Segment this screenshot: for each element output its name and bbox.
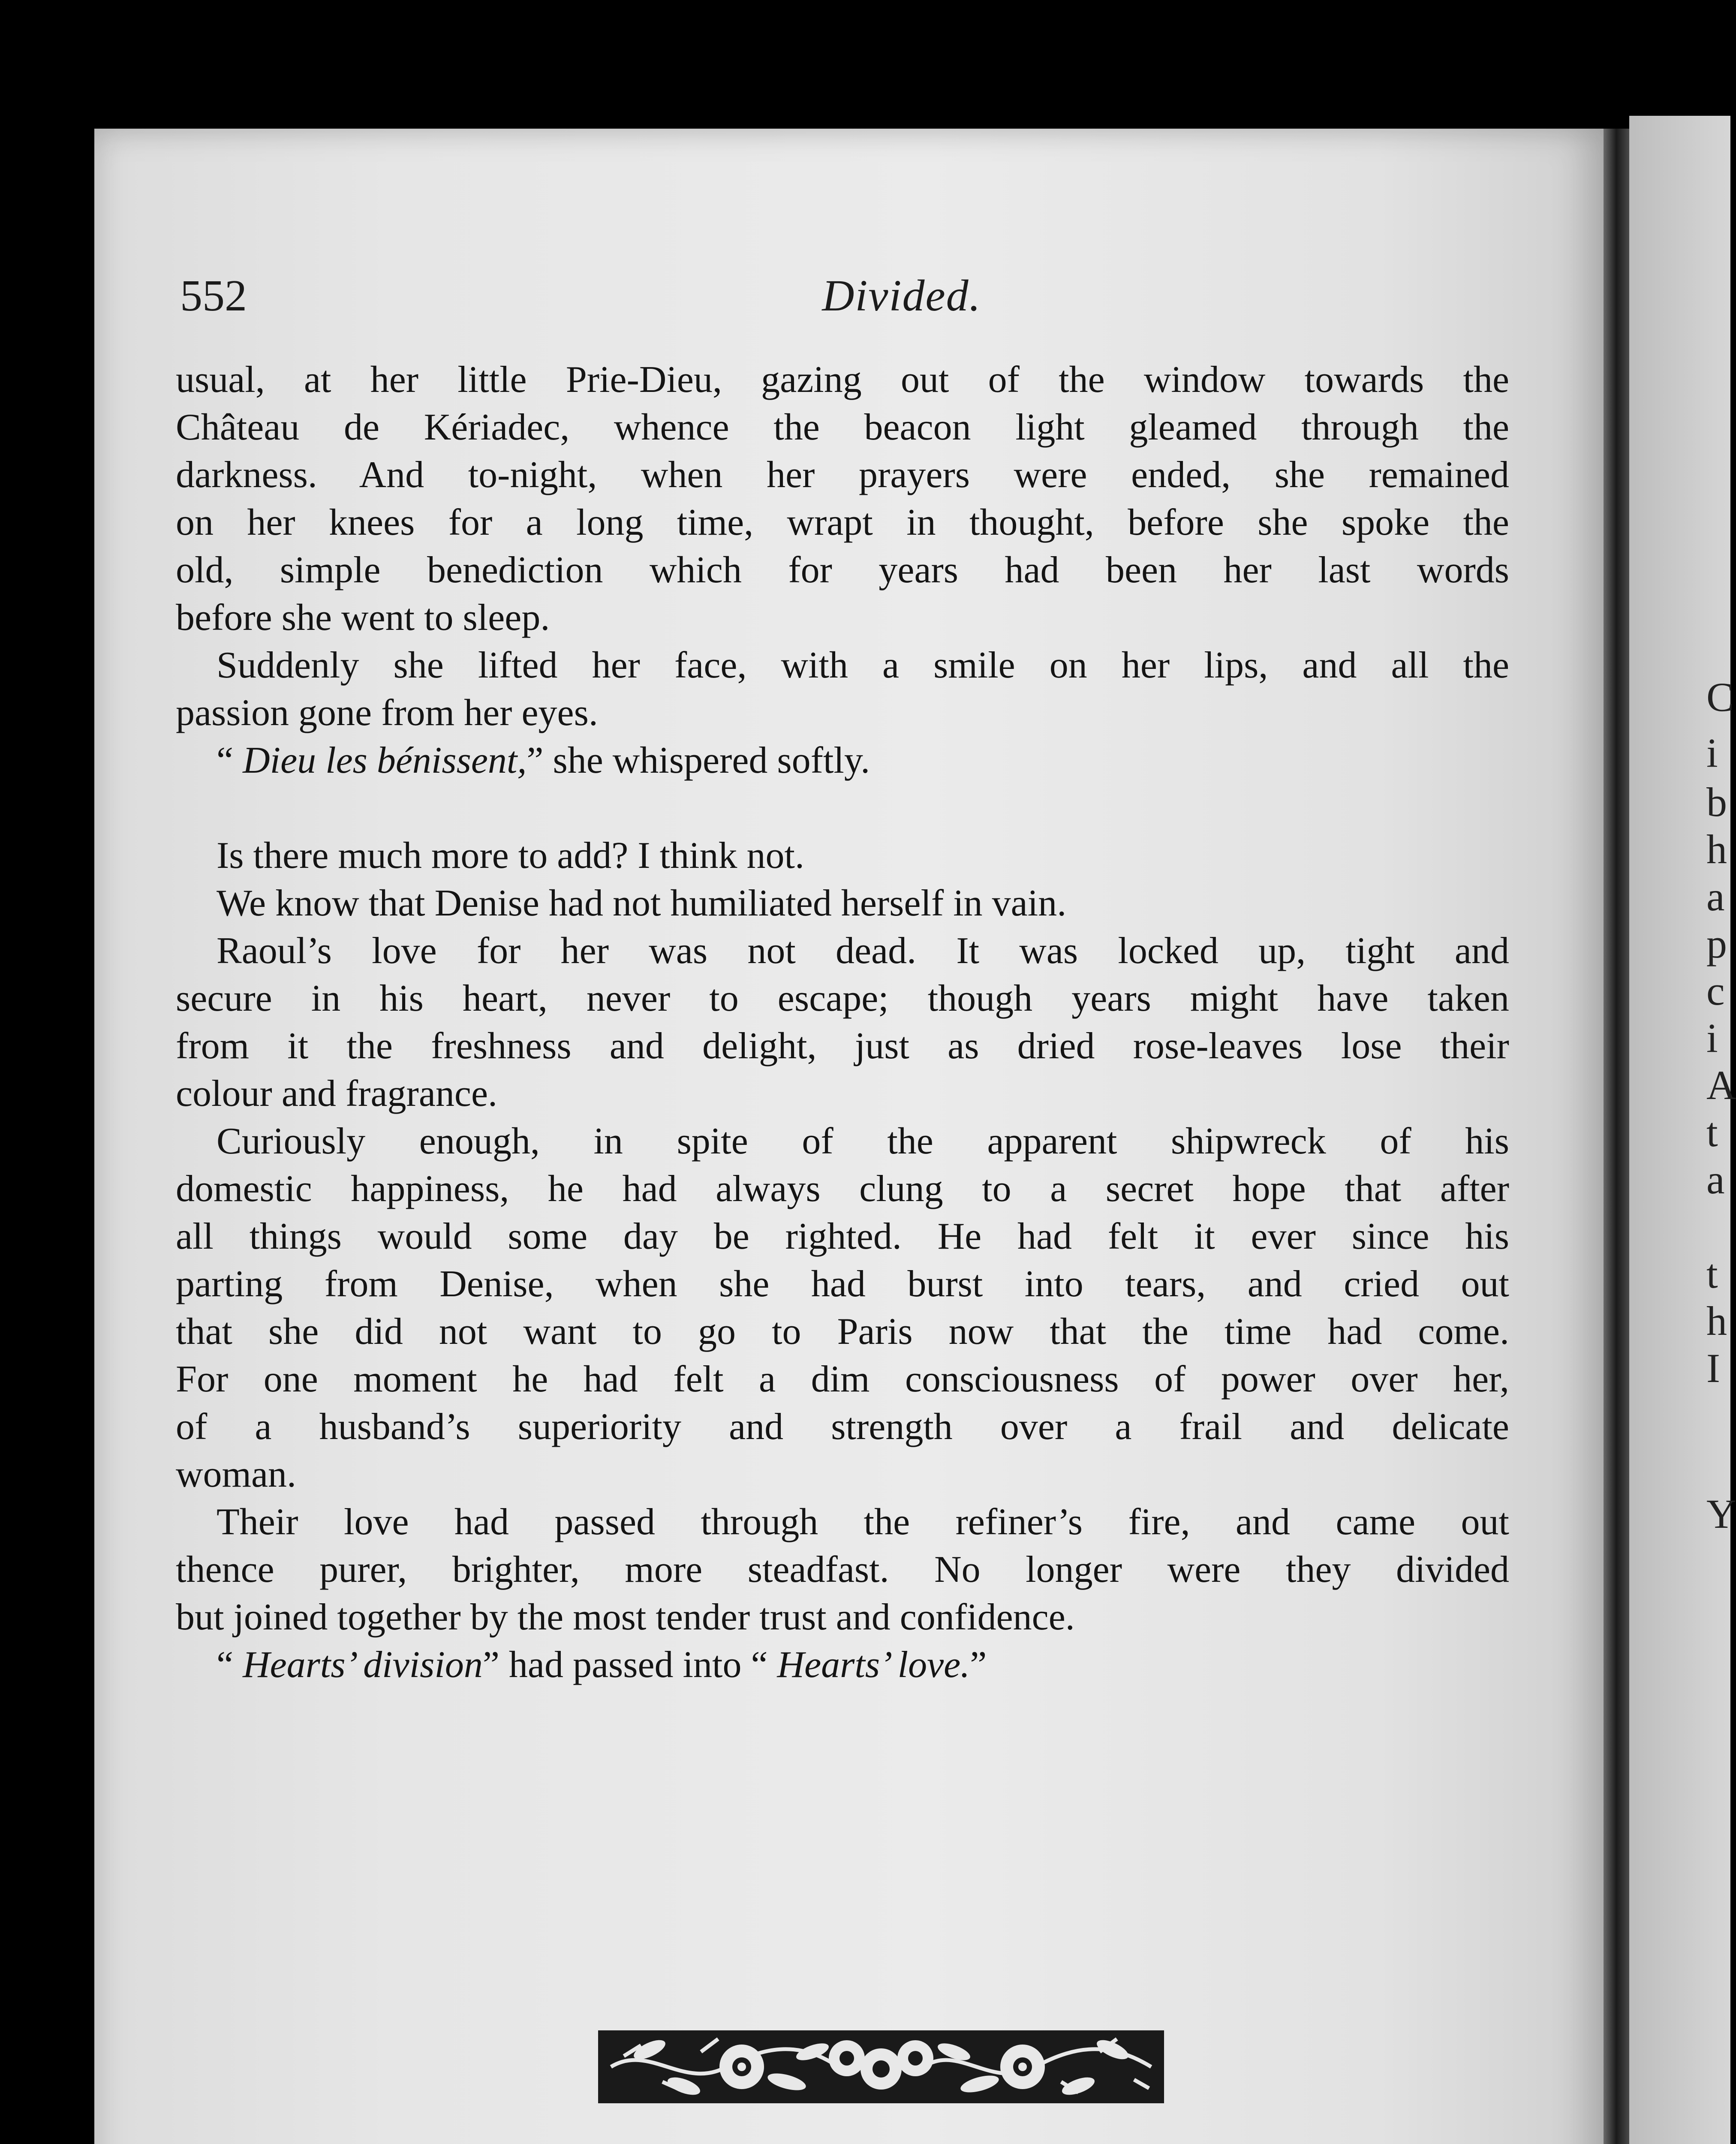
text-line: usual, at her little Prie-Dieu, gazing out of the window towards the bbox=[176, 359, 1509, 400]
show-through-text bbox=[300, 1694, 1458, 1741]
text-line: woman. bbox=[176, 1454, 297, 1495]
text-line: Their love had passed through the refiner’s fire, and came out bbox=[217, 1501, 1509, 1543]
text-line: secure in his heart, never to escape; though years might have taken bbox=[176, 978, 1509, 1019]
quote-mark: “ bbox=[217, 1644, 234, 1686]
next-page-glyph: i bbox=[1706, 730, 1718, 776]
next-page-glyph: t bbox=[1706, 1251, 1718, 1297]
quote-mark: “ bbox=[217, 740, 234, 781]
quote-paragraph bbox=[176, 1641, 1509, 1689]
text-line bbox=[176, 737, 1509, 784]
paragraph bbox=[176, 356, 1509, 641]
next-page-glyph: a bbox=[1706, 873, 1725, 919]
text-line: darkness. And to-night, when her prayers were ended, she remained bbox=[176, 454, 1509, 496]
italic-quote: Dieu les bénissent, bbox=[243, 740, 527, 781]
next-page-glyph: h bbox=[1706, 1298, 1727, 1344]
paragraph bbox=[176, 927, 1509, 1117]
quote-connector: ” had passed into “ bbox=[482, 1644, 768, 1686]
next-page-glyph: c bbox=[1706, 968, 1725, 1014]
text-line: Curiously enough, in spite of the apparent shipwreck of his bbox=[217, 1120, 1509, 1162]
body-text bbox=[176, 356, 1509, 1689]
paragraph bbox=[176, 832, 1509, 879]
text-line: that she did not want to go to Paris now that the time had come. bbox=[176, 1311, 1509, 1352]
running-title: Divided. bbox=[822, 271, 981, 320]
text-line: but joined together by the most tender trust and confidence. bbox=[176, 1596, 1075, 1638]
italic-quote: Hearts’ division bbox=[243, 1644, 483, 1686]
text-line: domestic happiness, he had always clung to a secret hope that after bbox=[176, 1168, 1509, 1210]
italic-quote: Hearts’ love. bbox=[777, 1644, 970, 1686]
text-line: from it the freshness and delight, just as dried rose-leaves lose their bbox=[176, 1025, 1509, 1067]
text-line: Raoul’s love for her was not dead. It was locked up, tight and bbox=[217, 930, 1509, 972]
quote-rest: ” she whispered softly. bbox=[527, 740, 870, 781]
next-page-edge bbox=[1629, 116, 1736, 2144]
text-line: of a husband’s superiority and strength over a frail and delicate bbox=[176, 1406, 1509, 1448]
text-line: passion gone from her eyes. bbox=[176, 692, 598, 734]
page-number: 552 bbox=[180, 271, 247, 320]
book-gutter bbox=[1604, 129, 1629, 2144]
paragraph bbox=[176, 641, 1509, 737]
text-line bbox=[176, 1641, 1509, 1689]
next-page-glyph: t bbox=[1706, 1109, 1718, 1155]
paragraph bbox=[176, 1498, 1509, 1641]
text-line: on her knees for a long time, wrapt in thought, before she spoke the bbox=[176, 502, 1509, 543]
next-page-glyph: C bbox=[1706, 674, 1734, 720]
next-page-glyph: h bbox=[1706, 826, 1727, 872]
quote-mark: ” bbox=[970, 1644, 987, 1686]
next-page-glyph: Y bbox=[1706, 1491, 1736, 1537]
next-page-glyph: a bbox=[1706, 1156, 1725, 1202]
next-page-glyph: A bbox=[1706, 1062, 1736, 1108]
text-line: colour and fragrance. bbox=[176, 1073, 498, 1114]
next-page-glyph: b bbox=[1706, 779, 1727, 825]
text-line: Suddenly she lifted her face, with a smile on her lips, and all the bbox=[217, 644, 1509, 686]
floral-ornament bbox=[598, 2026, 1164, 2108]
next-page-glyph: p bbox=[1706, 921, 1727, 967]
text-line: Château de Kériadec, whence the beacon light gleamed through the bbox=[176, 407, 1509, 448]
text-line: We know that Denise had not humiliated herself in vain. bbox=[217, 882, 1067, 924]
text-line: thence purer, brighter, more steadfast. No longer were they divided bbox=[176, 1549, 1509, 1590]
next-page-glyph: I bbox=[1706, 1345, 1720, 1391]
paragraph bbox=[176, 1117, 1509, 1498]
text-line: before she went to sleep. bbox=[176, 597, 550, 638]
quote-paragraph bbox=[176, 737, 1509, 784]
text-line: all things would some day be righted. He had felt it ever since his bbox=[176, 1216, 1509, 1257]
next-page-glyph: i bbox=[1706, 1015, 1718, 1061]
text-line: parting from Denise, when she had burst into tears, and cried out bbox=[176, 1263, 1509, 1305]
running-header bbox=[180, 270, 1623, 322]
text-line: Is there much more to add? I think not. bbox=[217, 835, 804, 876]
text-line: For one moment he had felt a dim consciousness of power over her, bbox=[176, 1358, 1509, 1400]
text-line: old, simple benediction which for years had been her last words bbox=[176, 549, 1509, 591]
paragraph bbox=[176, 879, 1509, 927]
